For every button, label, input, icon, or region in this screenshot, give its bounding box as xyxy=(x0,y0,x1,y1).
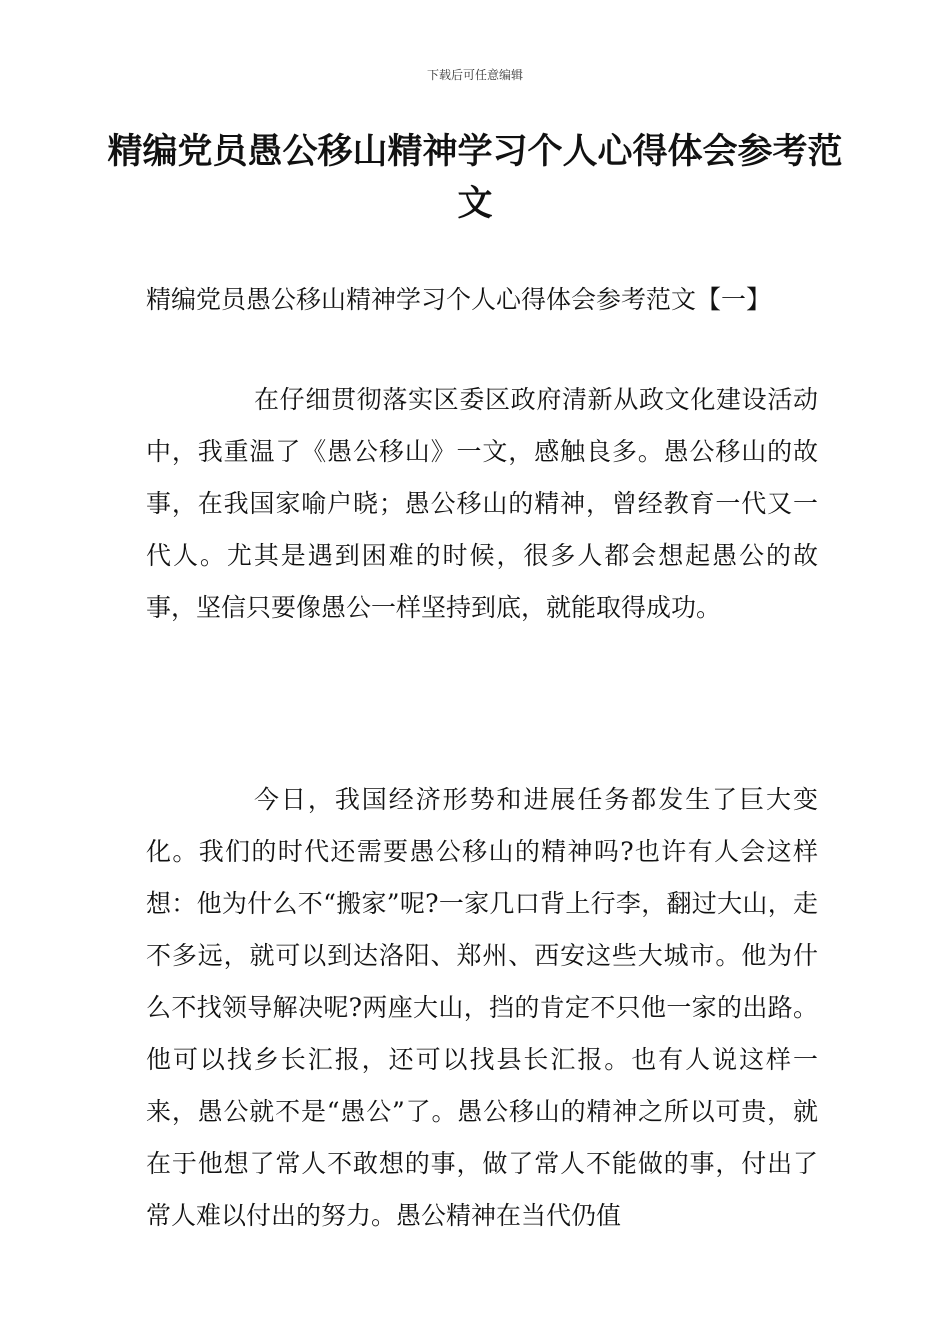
document-title: 精编党员愚公移山精神学习个人心得体会参考范文 xyxy=(107,132,843,224)
section-heading: 精编党员愚公移山精神学习个人心得体会参考范文【一】 xyxy=(146,285,772,314)
body-paragraph: 今日，我国经济形势和进展任务都发生了巨大变化。我们的时代还需要愚公移山的精神吗?也许有人会这样想：他为什么不“搬家”呢?一家几口背上行李，翻过大山，走不多远，就可以到达洛阳、郑州、西安这些大城市。他为什么不找领导解决呢?两座大山，挡的肯定不只他一家的出路。他可以找乡长汇报，还可以找县长汇报。也有人说这样一来，愚公就不是“愚公”了。愚公移山的精神之所以可贵，就在于他想了常人不敢想的事，做了常人不能做的事，付出了常人难以付出的努力。愚公精神在当代仍值 xyxy=(146,785,818,1230)
body-paragraph: 在仔细贯彻落实区委区政府清新从政文化建设活动中，我重温了《愚公移山》一文，感触良多。愚公移山的故事，在我国家喻户晓；愚公移山的精神，曾经教育一代又一代人。尤其是遇到困难的时候，很多人都会想起愚公的故事，坚信只要像愚公一样坚持到底，就能取得成功。 xyxy=(146,385,818,622)
header-note: 下载后可任意编辑 xyxy=(426,68,523,82)
